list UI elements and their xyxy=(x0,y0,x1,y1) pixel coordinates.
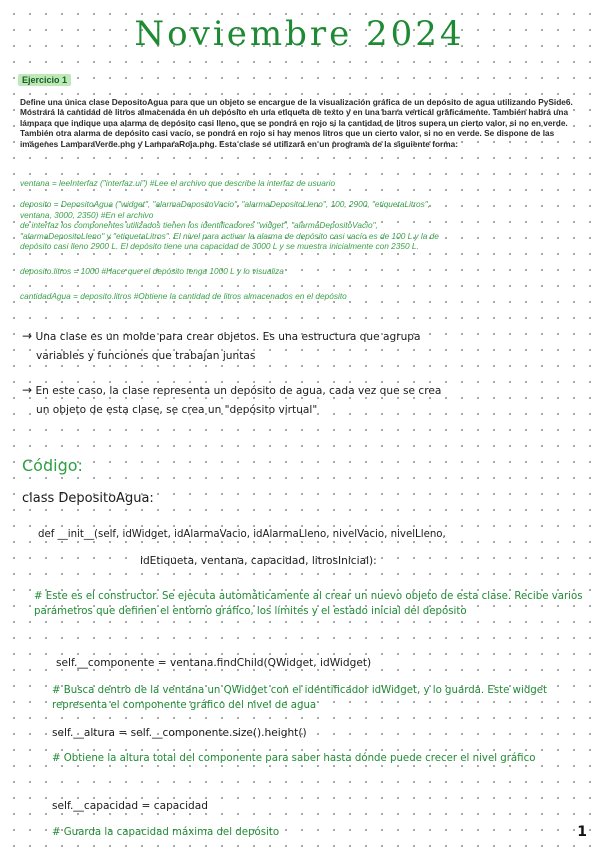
code-find-component: self.__componente = ventana.findChild(QWidget, idWidget) xyxy=(56,657,372,669)
snippet-constructor-line-2: ventana, 3000, 2350) #En el archivo xyxy=(20,209,154,220)
snippet-constructor-line-1: deposito = DepositoAgua ("widget", "alarmaDepositoVacio", "alarmaDepositoLleno", 100, 2900, "etiquetaLitros", xyxy=(20,199,430,209)
comment-find-component: # Busca dentro de la ventana un QWidget con el identificador idWidget, y lo guarda. Este widget representa el componente gráfico del nivel de agua xyxy=(52,685,548,711)
comment-constructor: # Este es el constructor. Se ejecuta automáticamente al crear un nuevo objeto de esta clase. Recibe varios parámetros que definen el entorno gráfico, los límites y el estado inicial del depósito xyxy=(34,591,583,617)
note-class-purpose xyxy=(22,381,441,401)
exercise-prompt: Define una única clase DepositoAgua para que un objeto se encargue de la visualización gráfica de un depósito de agua utilizando PySide6. Mostrará la cantidad de litros almacenada en un depósito en una etiqueta de texto y en una barra vertical gráficamente. También habrá una lámpara que indique una alarma de depósito casi lleno, que se pondrá en rojo si la cantidad de litros supera un cierto valor, si no en verde. También otra alarma de depósito casi vacío, se pondrá en rojo si hay menos litros que un cierto valor, si no en verde. Se dispone de las imágenes LamparaVerde.png y LamparaRoja.png. Esta clase se utilizará en un programa de la siguiente forma: xyxy=(20,97,573,149)
exercise-label: Ejercicio 1 xyxy=(18,74,71,86)
note-class-purpose-line-2: un objeto de esta clase, se crea un "depósito virtual" xyxy=(36,404,318,416)
snippet-get-litros: cantidadAgua = deposito.litros #Obtiene la cantidad de litros almacenados en el depósito xyxy=(20,291,347,301)
code-heading: Código: xyxy=(22,456,83,475)
code-capacity: self.__capacidad = capacidad xyxy=(52,800,208,812)
page-title: Noviembre 2024 xyxy=(134,14,465,54)
note-class-definition-line-2: variables y funciones que trabajan juntas xyxy=(36,350,256,362)
note-class-purpose-line-1: En este caso, la clase representa un depósito de agua, cada vez que se crea xyxy=(35,385,442,397)
snippet-constructor-line-4: "alarmaDepositoLleno" y "etiquetaLitros". El nivel para activar la alarma de depósito casi vacío es de 100 L y la de xyxy=(20,230,439,241)
code-height: self.__altura = self.__componente.size().height() xyxy=(52,727,307,739)
snippet-read-interface: ventana = leeInterfaz ("interfaz.ui") #Lee el archivo que describe la interfaz de usuario xyxy=(20,178,336,188)
snippet-constructor-line-3: de interfaz los componentes utilizados tienen los identificadores "widget", "alarmaDepositoVacio", xyxy=(20,220,378,230)
constructor-signature-line-1: def __init__(self, idWidget, idAlarmaVacio, idAlarmaLleno, nivelVacio, nivelLleno, xyxy=(38,529,446,540)
page-number: 1 xyxy=(577,824,587,840)
note-class-definition xyxy=(22,327,421,347)
snippet-constructor-line-5: depósito casi lleno 2900 L. El depósito tiene una capacidad de 3000 L y se muestra inicialmente con 2350 L. xyxy=(20,241,419,251)
comment-height: # Obtiene la altura total del componente para saber hasta dónde puede crecer el nivel gráfico xyxy=(52,753,536,764)
note-class-definition-line-1: Una clase es un molde para crear objetos. Es una estructura que agrupa xyxy=(35,331,421,343)
snippet-set-litros: deposito.litros = 1000 #Hace que el depósito tenga 1000 L y lo visualiza xyxy=(20,266,284,276)
arrow-icon: → xyxy=(22,329,33,343)
constructor-signature-line-2: idEtiqueta, ventana, capacidad, litrosInicial): xyxy=(140,555,377,567)
comment-capacity: # Guarda la capacidad máxima del depósito xyxy=(52,827,280,838)
class-declaration: class DepositoAgua: xyxy=(22,491,154,506)
arrow-icon: → xyxy=(22,383,33,397)
